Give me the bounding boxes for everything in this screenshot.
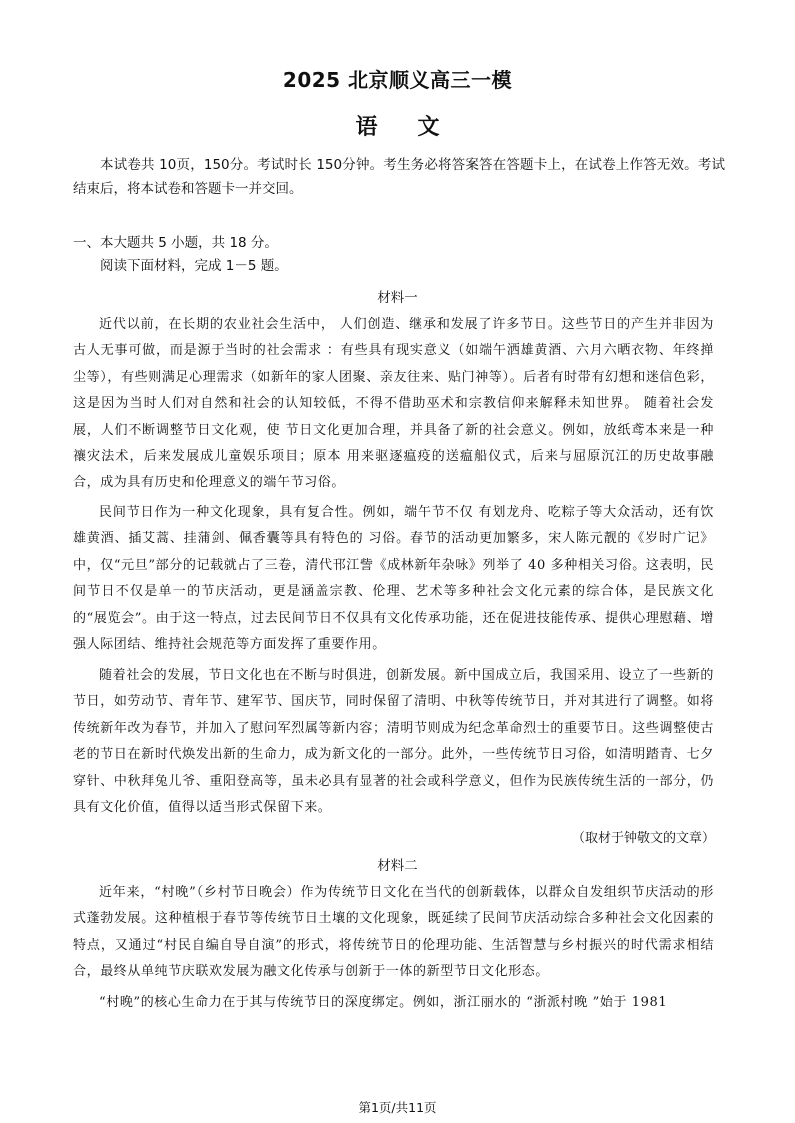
material-1-title: 材料一 xyxy=(377,290,418,306)
exam-instructions: 本试卷共 10页，150分。考试时长 150分钟。考生务必将答案答在答题卡上，在试卷上作答无效。考试结束后，将本试卷和答题卡一并交回。 xyxy=(73,157,725,197)
material-1-paragraph-3: 随着社会的发展，节日文化也在不断与时俱进，创新发展。新中国成立后，我国采用、设立了一些新的节日，如劳动节、青年节、建军节、国庆节，同时保留了清明、中秋等传统节日，并对其进行了调整。如将传统新年改为春节，并加入了慰问军烈属等新内容；清明节则成为纪念革命烈士的重要节日。这些调整使古老的节日在新时代焕发出新的生命力，成为新文化的一部分。此外，一些传统节日习俗，如清明踏青、七夕穿针、中秋拜兔儿爷、重阳登高等，虽未必具有显著的社会或科学意义，但作为民族传统生活的一部分，仍具有文化价值，值得以适当形式保留下来。 xyxy=(73,668,714,816)
section-instruction: 阅读下面材料，完成 1－5 题。 xyxy=(100,258,288,274)
page-number: 第1页/共11页 xyxy=(358,1100,437,1115)
material-1-source: （取材于钟敬文的文章） xyxy=(571,831,715,846)
material-2-paragraph-2: “村晚”的核心生命力在于其与传统节日的深度绑定。例如，浙江丽水的 “浙派村晚 ”始于 1981 xyxy=(99,995,668,1010)
material-2-title: 材料二 xyxy=(377,858,418,874)
material-1-paragraph-2: 民间节日作为一种文化现象，具有复合性。例如，端午节不仅 有划龙舟、吃粽子等大众活动，还有饮雄黄酒、插艾蒿、挂蒲剑、佩香囊等具有特色的 习俗。春节的活动更加繁多，宋人陈元靓的《岁时广记》中，仅“元旦”部分的记载就占了三卷，清代邗江訾《成林新年杂咏》列举了 40 多种相关习俗。这表明，民间节日不仅是单一的节庆活动，更是涵盖宗教、伦理、艺术等多种社会文化元素的综合体，是民族文化的“展览会”。由于这一特点，过去民间节日不仅具有文化传承功能，还在促进技能传承、提供心理慰藉、增强人际团结、维持社会规范等方面发挥了重要作用。 xyxy=(73,505,714,653)
material-2-paragraph-1: 近年来，“村晚”（乡村节日晚会）作为传统节日文化在当代的创新载体，以群众自发组织节庆活动的形式蓬勃发展。这种植根于春节等传统节日土壤的文化现象，既延续了民间节庆活动综合多种社会文化因素的特点，又通过“村民自编自导自演”的形式，将传统节日的伦理功能、生活智慧与乡村振兴的时代需求相结合，最终从单纯节庆联欢发展为融文化传承与创新于一体的新型节日文化形态。 xyxy=(73,885,714,980)
material-1-paragraph-1: 近代以前，在长期的农业社会生活中， 人们创造、继承和发展了许多节日。这些节日的产生并非因为古人无事可做，而是源于当时的社会需求 ：有些具有现实意义（如端午洒雄黄酒、六月六晒衣物、年终掸尘等），有些则满足心理需求（如新年的家人团聚、亲友往来、贴门神等）。后者有时带有幻想和迷信色彩，这是因为当时人们对自然和社会的认知较低，不得不借助巫术和宗教信仰来解释未知世界。 随着社会发展，人们不断调整节日文化观，使 节日文化更加合理，并具备了新的社会意义。例如，放纸鸢本来是一种禳灾法术，后来发展成儿童娱乐项目；原本 用来驱逐瘟疫的送瘟船仪式，后来与屈原沉江的历史故事融合，成为具有历史和伦理意义的端午节习俗。 xyxy=(73,317,714,491)
section-heading: 一、本大题共 5 小题，共 18 分。 xyxy=(73,235,278,251)
subject-title: 语文 xyxy=(355,115,480,140)
exam-title: 2025 北京顺义高三一模 xyxy=(282,68,513,92)
